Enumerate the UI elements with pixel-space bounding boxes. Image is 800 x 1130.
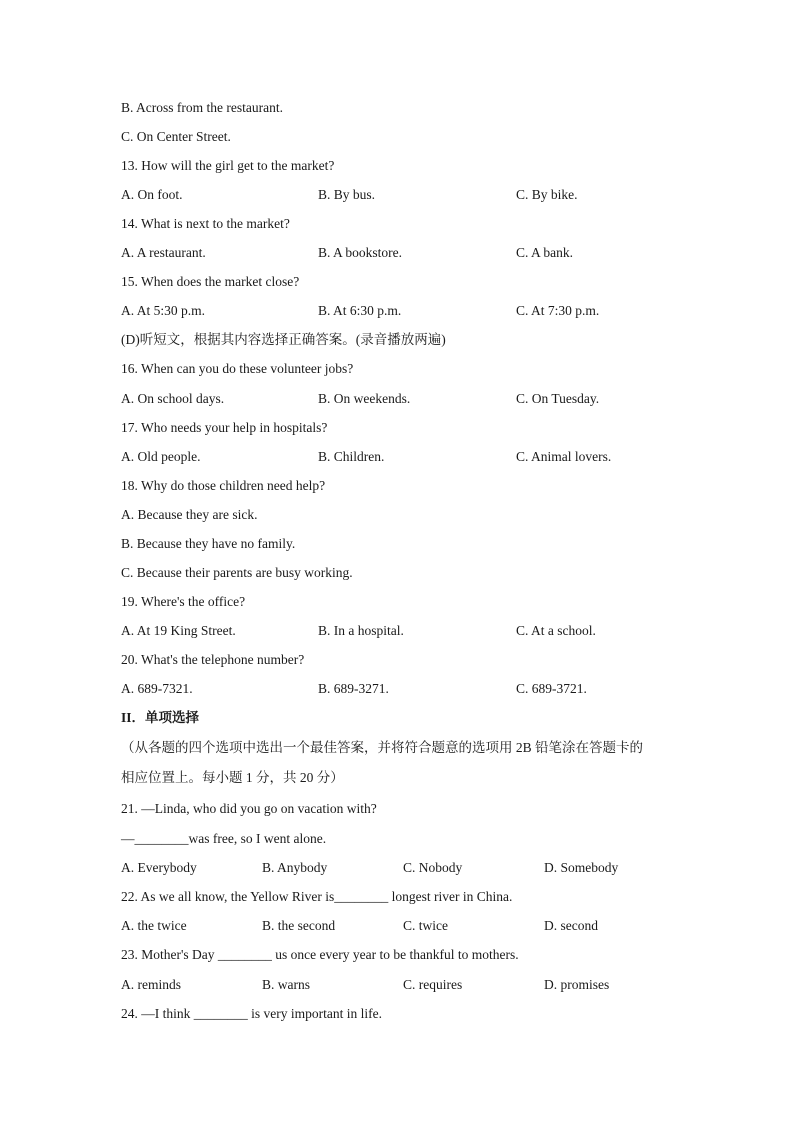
q18-option-b: B. Because they have no family.: [121, 536, 296, 551]
q20-option-c: C. 689-3721.: [516, 681, 587, 696]
q19-option-a: A. At 19 King Street.: [121, 623, 236, 638]
q17-option-c: C. Animal lovers.: [516, 449, 612, 464]
q20-option-b: B. 689-3271.: [318, 681, 389, 696]
q13-stem: 13. How will the girl get to the market?: [121, 158, 335, 173]
q23-option-b: B. warns: [262, 977, 310, 992]
q18-option-c: C. Because their parents are busy working.: [121, 565, 353, 580]
q14-option-a: A. A restaurant.: [121, 245, 206, 260]
q15-option-b: B. At 6:30 p.m.: [318, 303, 402, 318]
q22-option-d: D. second: [544, 918, 598, 933]
q22-option-b: B. the second: [262, 918, 336, 933]
q13-option-b: B. By bus.: [318, 187, 376, 202]
q15-option-c: C. At 7:30 p.m.: [516, 303, 600, 318]
q23-option-d: D. promises: [544, 977, 610, 992]
q21-stem: 21. —Linda, who did you go on vacation with?: [121, 801, 377, 816]
q23-option-a: A. reminds: [121, 977, 181, 992]
q17-stem: 17. Who needs your help in hospitals?: [121, 420, 328, 435]
q21-stem-reply: —________was free, so I went alone.: [121, 831, 327, 846]
q21-option-b: B. Anybody: [262, 860, 328, 875]
q18-stem: 18. Why do those children need help?: [121, 478, 326, 493]
q16-stem: 16. When can you do these volunteer jobs?: [121, 361, 354, 376]
section-2-instruction-line1: （从各题的四个选项中选出一个最佳答案，并将符合题意的选项用 2B 铅笔涂在答题卡的: [121, 740, 644, 755]
q15-stem: 15. When does the market close?: [121, 274, 300, 289]
q16-option-c: C. On Tuesday.: [516, 391, 600, 406]
q19-option-c: C. At a school.: [516, 623, 596, 638]
q17-option-b: B. Children.: [318, 449, 385, 464]
q23-option-c: C. requires: [403, 977, 463, 992]
q21-option-c: C. Nobody: [403, 860, 463, 875]
q13-option-c: C. By bike.: [516, 187, 578, 202]
q12-option-b: B. Across from the restaurant.: [121, 100, 283, 115]
q14-stem: 14. What is next to the market?: [121, 216, 290, 231]
section-2-instruction-line2: 相应位置上。每小题 1 分，共 20 分）: [121, 770, 344, 785]
q14-option-b: B. A bookstore.: [318, 245, 403, 260]
q14-option-c: C. A bank.: [516, 245, 574, 260]
q16-option-a: A. On school days.: [121, 391, 225, 406]
q21-option-a: A. Everybody: [121, 860, 197, 875]
q13-option-a: A. On foot.: [121, 187, 183, 202]
q20-stem: 20. What's the telephone number?: [121, 652, 305, 667]
q24-stem: 24. —I think ________ is very important in life.: [121, 1006, 382, 1021]
q22-option-c: C. twice: [403, 918, 448, 933]
q15-option-a: A. At 5:30 p.m.: [121, 303, 206, 318]
q20-option-a: A. 689-7321.: [121, 681, 193, 696]
q18-option-a: A. Because they are sick.: [121, 507, 258, 522]
q22-stem: 22. As we all know, the Yellow River is________ longest river in China.: [121, 889, 513, 904]
q19-option-b: B. In a hospital.: [318, 623, 404, 638]
q19-stem: 19. Where's the office?: [121, 594, 246, 609]
q16-option-b: B. On weekends.: [318, 391, 411, 406]
q17-option-a: A. Old people.: [121, 449, 201, 464]
section-d-instruction: (D)听短文，根据其内容选择正确答案。(录音播放两遍): [121, 332, 446, 347]
q12-option-c: C. On Center Street.: [121, 129, 231, 144]
section-2-title: II．单项选择: [121, 710, 200, 725]
q22-option-a: A. the twice: [121, 918, 187, 933]
q23-stem: 23. Mother's Day ________ us once every year to be thankful to mothers.: [121, 947, 519, 962]
q21-option-d: D. Somebody: [544, 860, 619, 875]
